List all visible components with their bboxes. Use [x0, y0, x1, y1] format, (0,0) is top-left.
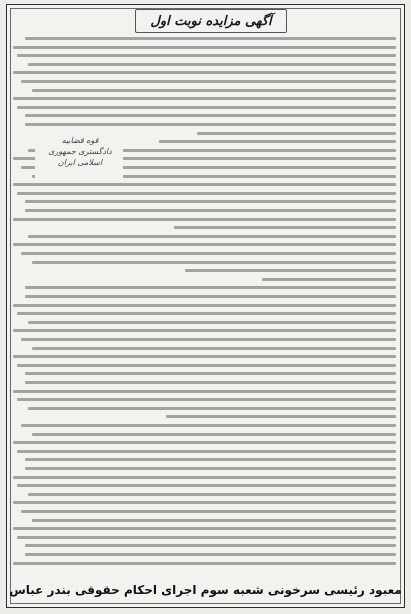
body-text-line — [13, 218, 396, 221]
body-text-line — [32, 261, 396, 264]
notice-body-text — [15, 37, 396, 573]
body-text-line — [25, 381, 397, 384]
body-text-line — [13, 441, 396, 444]
body-text-line — [13, 527, 396, 530]
body-text-line — [13, 97, 396, 100]
body-text-line — [25, 553, 397, 556]
body-text-line — [17, 312, 396, 315]
body-text-line — [166, 415, 396, 418]
body-text-line — [25, 372, 397, 375]
body-text-line — [21, 80, 396, 83]
seal-caption: قوه قضاییه دادگستری جمهوری اسلامی ایران — [48, 136, 112, 167]
body-text-line — [13, 71, 396, 74]
body-text-line — [28, 235, 396, 238]
body-text-line — [13, 46, 396, 49]
body-text-line — [13, 390, 396, 393]
body-text-line — [17, 484, 396, 487]
body-text-line — [17, 450, 396, 453]
body-text-line — [21, 510, 396, 513]
body-text-line — [17, 398, 396, 401]
auction-notice — [6, 4, 405, 608]
notice-footer — [9, 579, 402, 601]
body-text-line — [185, 269, 396, 272]
body-text-line — [32, 347, 396, 350]
body-text-line — [25, 114, 397, 117]
body-text-line — [13, 304, 396, 307]
body-text-line — [174, 226, 396, 229]
body-text-line — [159, 140, 396, 143]
judiciary-seal — [35, 133, 123, 181]
body-text-line — [13, 183, 396, 186]
notice-title: آگهی مزایده نوبت اول — [150, 13, 272, 29]
body-text-line — [262, 278, 396, 281]
body-text-line — [25, 37, 397, 40]
body-text-line — [21, 424, 396, 427]
notice-title-box — [135, 9, 287, 33]
body-text-line — [17, 54, 396, 57]
body-text-line — [25, 544, 397, 547]
body-text-line — [25, 200, 397, 203]
body-text-line — [13, 562, 396, 565]
body-text-line — [25, 295, 397, 298]
body-text-line — [28, 493, 396, 496]
body-text-line — [25, 467, 397, 470]
body-text-line — [13, 329, 396, 332]
footer-signature: معبود رئیسی سرخونی شعبه سوم اجرای احکام حقوقی بندر عباس — [9, 583, 402, 597]
body-text-line — [13, 243, 396, 246]
body-text-line — [25, 123, 397, 126]
body-text-line — [21, 338, 396, 341]
body-text-line — [17, 364, 396, 367]
body-text-line — [13, 501, 396, 504]
body-text-line — [17, 536, 396, 539]
body-text-line — [28, 321, 396, 324]
body-text-line — [13, 355, 396, 358]
body-text-line — [32, 519, 396, 522]
body-text-line — [32, 433, 396, 436]
body-text-line — [17, 192, 396, 195]
body-text-line — [25, 209, 397, 212]
body-text-line — [28, 407, 396, 410]
body-text-line — [32, 89, 396, 92]
body-text-line — [17, 106, 396, 109]
body-text-line — [25, 286, 397, 289]
body-text-line — [197, 132, 396, 135]
body-text-line — [25, 458, 397, 461]
body-text-line — [13, 476, 396, 479]
body-text-line — [21, 252, 396, 255]
body-text-line — [28, 63, 396, 66]
